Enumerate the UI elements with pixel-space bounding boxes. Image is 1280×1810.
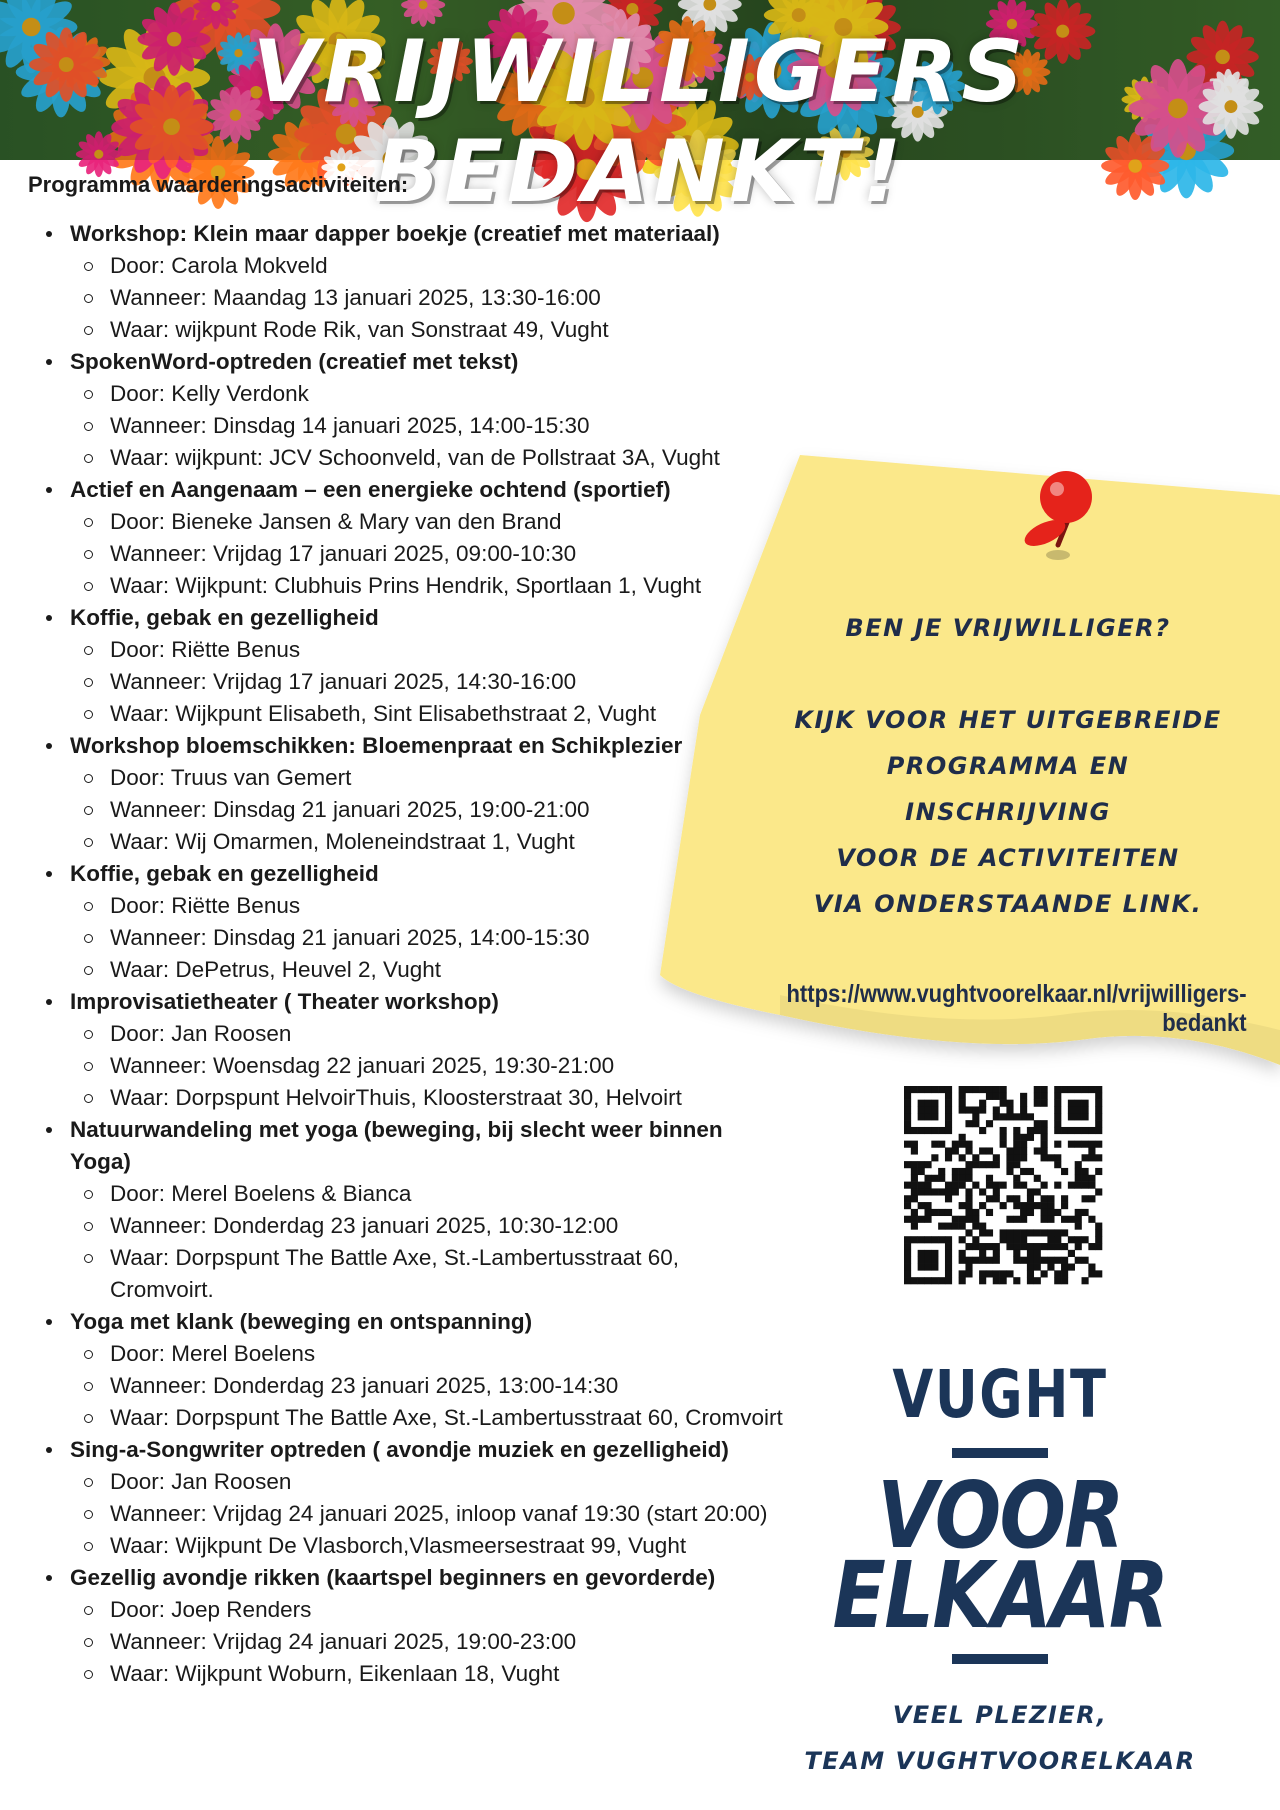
activity-item [28,218,788,346]
activity-details [70,1594,788,1690]
logo-word: VOOR [877,1462,1123,1569]
activity-detail: Waar: DePetrus, Heuvel 2, Vught [70,954,788,986]
logo-word: ELKAAR [832,1542,1168,1649]
activity-detail: Waar: Wijkpunt De Vlasborch,Vlasmeersestraat 99, Vught [70,1530,788,1562]
activity-title: SpokenWord-optreden (creatief met tekst) [70,349,519,374]
activity-detail: Waar: wijkpunt Rode Rik, van Sonstraat 49, Vught [70,314,788,346]
activity-title: Natuurwandeling met yoga (beweging, bij slecht weer binnen Yoga) [70,1117,723,1174]
activity-detail: Wanneer: Donderdag 23 januari 2025, 10:30-12:00 [70,1210,788,1242]
activity-detail: Wanneer: Dinsdag 21 januari 2025, 19:00-21:00 [70,794,788,826]
activity-detail: Wanneer: Vrijdag 24 januari 2025, inloop vanaf 19:30 (start 20:00) [70,1498,788,1530]
activity-title: Koffie, gebak en gezelligheid [70,605,379,630]
activity-detail: Wanneer: Vrijdag 24 januari 2025, 19:00-23:00 [70,1626,788,1658]
activity-detail: Wanneer: Vrijdag 17 januari 2025, 09:00-10:30 [70,538,788,570]
activity-detail: Door: Joep Renders [70,1594,788,1626]
activity-detail: Waar: Dorpspunt The Battle Axe, St.-Lambertusstraat 60, Cromvoirt [70,1402,788,1434]
activity-details [70,1338,788,1434]
sticky-note [660,455,1280,1075]
activity-item [28,1306,788,1434]
activity-title: Sing-a-Songwriter optreden ( avondje muziek en gezelligheid) [70,1437,729,1462]
activity-detail: Door: Bieneke Jansen & Mary van den Brand [70,506,788,538]
activity-title: Koffie, gebak en gezelligheid [70,861,379,886]
note-line: VOOR DE ACTIVITEITEN [836,844,1180,872]
activity-detail: Wanneer: Dinsdag 14 januari 2025, 14:00-15:30 [70,410,788,442]
activity-detail: Door: Carola Mokveld [70,250,788,282]
qr-code-icon[interactable] [896,1078,1110,1292]
activity-detail: Waar: Wijkpunt Woburn, Eikenlaan 18, Vught [70,1658,788,1690]
closing-tagline [800,1692,1200,1784]
activity-detail: Waar: Dorpspunt The Battle Axe, St.-Lambertusstraat 60, Cromvoirt. [70,1242,788,1306]
logo-divider [952,1448,1048,1458]
note-line: KIJK VOOR HET UITGEBREIDE [794,706,1222,734]
note-line: INSCHRIJVING [905,798,1111,826]
activity-title: Workshop: Klein maar dapper boekje (creatief met materiaal) [70,221,720,246]
activity-title: Actief en Aangenaam – een energieke ochtend (sportief) [70,477,671,502]
activity-item [28,1562,788,1690]
activity-detail: Door: Riëtte Benus [70,634,788,666]
activity-title: Gezellig avondje rikken (kaartspel beginners en gevorderde) [70,1565,716,1590]
activity-detail: Door: Kelly Verdonk [70,378,788,410]
activity-title: Improvisatietheater ( Theater workshop) [70,989,499,1014]
activity-title: Workshop bloemschikken: Bloemenpraat en Schikplezier [70,733,683,758]
note-text [768,605,1248,927]
logo-divider [952,1654,1048,1664]
activity-detail: Door: Truus van Gemert [70,762,788,794]
activity-detail: Waar: Dorpspunt HelvoirThuis, Kloosterstraat 30, Helvoirt [70,1082,788,1114]
registration-link[interactable]: https://www.vughtvoorelkaar.nl/vrijwilligers-bedankt [786,980,1247,1037]
activity-item [28,1434,788,1562]
activity-detail: Waar: Wijkpunt Elisabeth, Sint Elisabethstraat 2, Vught [70,698,788,730]
banner-title: VRIJWILLIGERS BEDANKT! [252,22,1028,222]
note-question: BEN JE VRIJWILLIGER? [845,614,1171,642]
activity-detail: Wanneer: Woensdag 22 januari 2025, 19:30-21:00 [70,1050,788,1082]
activity-detail: Waar: Wij Omarmen, Moleneindstraat 1, Vught [70,826,788,858]
activity-details [70,250,788,346]
note-line: PROGRAMMA EN [886,752,1130,780]
activity-details [70,1178,788,1306]
activity-detail: Door: Merel Boelens [70,1338,788,1370]
activity-detail: Wanneer: Dinsdag 21 januari 2025, 14:00-15:30 [70,922,788,954]
activity-details [70,1466,788,1562]
activity-detail: Waar: Wijkpunt: Clubhuis Prins Hendrik, Sportlaan 1, Vught [70,570,788,602]
activity-detail: Door: Riëtte Benus [70,890,788,922]
tagline-line: VEEL PLEZIER, [892,1701,1108,1729]
activity-detail: Wanneer: Donderdag 23 januari 2025, 13:00-14:30 [70,1370,788,1402]
activity-detail: Wanneer: Maandag 13 januari 2025, 13:30-16:00 [70,282,788,314]
activity-detail: Wanneer: Vrijdag 17 januari 2025, 14:30-16:00 [70,666,788,698]
logo-top-word: VUGHT [892,1356,1108,1433]
activity-detail: Door: Jan Roosen [70,1466,788,1498]
activity-title: Yoga met klank (beweging en ontspanning) [70,1309,533,1334]
program-title: Programma waarderingsactiviteiten: [28,172,409,197]
note-line: VIA ONDERSTAANDE LINK. [813,890,1203,918]
activity-detail: Door: Merel Boelens & Bianca [70,1178,788,1210]
activity-item [28,1114,788,1306]
activity-detail: Waar: wijkpunt: JCV Schoonveld, van de Pollstraat 3A, Vught [70,442,788,474]
tagline-line: TEAM VUGHTVOORELKAAR [804,1747,1196,1775]
activity-detail: Door: Jan Roosen [70,1018,788,1050]
vughtvoorelkaar-logo [800,1356,1200,1682]
